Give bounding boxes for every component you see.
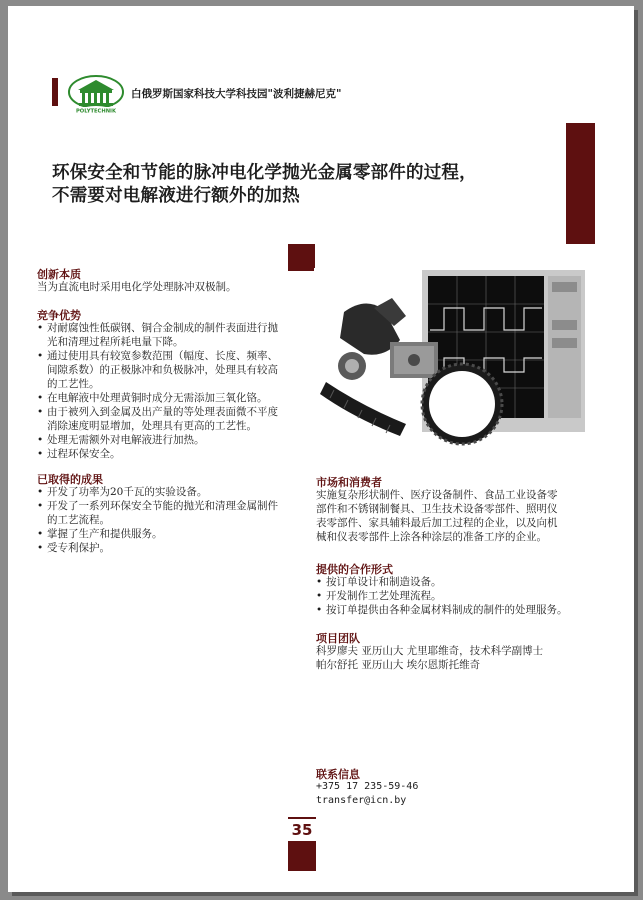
mid-accent-square: [288, 244, 315, 271]
contact-heading: 联系信息: [316, 768, 360, 781]
list-item: • 处理无需额外对电解液进行加热。: [37, 433, 285, 447]
cooperation-list: [316, 575, 586, 617]
title-line-2: 不需要对电解液进行额外的加热: [52, 186, 300, 206]
team-member: 帕尔舒托 亚历山大 埃尔恩斯托维奇: [316, 659, 481, 671]
list-item: • 在电解液中处理黄铜时成分无需添加三氧化铬。: [37, 391, 285, 405]
header-accent-bar: [52, 78, 58, 106]
right-accent-block: [566, 123, 595, 244]
list-item: • 过程环保安全。: [37, 447, 285, 461]
polytechnik-logo: [66, 74, 126, 114]
list-item: • 受专利保护。: [37, 541, 285, 555]
list-item: • 开发制作工艺处理流程。: [316, 589, 586, 603]
market-heading: 市场和消费者: [316, 476, 382, 489]
advantages-list: [37, 321, 285, 461]
advantages-heading: 竞争优势: [37, 309, 81, 322]
list-item: • 由于被列入到金属及出产量的等处理表面微不平度消除速度明显增加，处理具有更高的工艺性。: [37, 405, 285, 433]
innovation-heading: 创新本质: [37, 268, 81, 281]
team-member: 科罗廖夫 亚历山大 尤里耶维奇，技术科学副博士: [316, 645, 544, 657]
market-text: 实施复杂形状制件、医疗设备制件、食品工业设备零部件和不锈钢制餐具、卫生技术设备零部件、照明仪表零部件、家具辅料最后加工过程的企业，以及向机械和仪表零部件上涂各种涂层的准备工序的企业。: [316, 489, 558, 543]
list-item: • 对耐腐蚀性低碳钢、铜合金制成的制件表面进行抛光和清理过程所耗电量下降。: [37, 321, 285, 349]
team-members: [316, 644, 586, 672]
page-number: 35: [288, 819, 316, 841]
list-item: • 开发了一系列环保安全节能的抛光和清理金属制件的工艺流程。: [37, 499, 285, 527]
results-heading: 已取得的成果: [37, 473, 103, 486]
list-item: • 通过使用具有较宽参数范围（幅度、长度、频率、间隙系数）的正极脉冲和负极脉冲，处理具有较高的工艺性。: [37, 349, 285, 391]
page-title: [52, 162, 477, 208]
logo-text: POLYTECHNIK: [76, 108, 116, 114]
organization-name: 白俄罗斯国家科技大学科技园"波利捷赫尼克": [131, 88, 342, 100]
list-item: • 开发了功率为20千瓦的实验设备。: [37, 485, 285, 499]
results-list: [37, 485, 285, 555]
contact-block: [316, 780, 418, 808]
contact-email[interactable]: transfer@icn.by: [316, 795, 407, 806]
product-photo: [314, 268, 587, 453]
list-item: • 按订单提供由各种金属材料制成的制件的处理服务。: [316, 603, 586, 617]
page-number-tab: [288, 817, 316, 871]
list-item: • 掌握了生产和提供服务。: [37, 527, 285, 541]
title-line-1: 环保安全和节能的脉冲电化学抛光金属零部件的过程，: [52, 163, 477, 183]
contact-phone: +375 17 235-59-46: [316, 781, 419, 792]
cooperation-heading: 提供的合作形式: [316, 563, 393, 576]
innovation-text: 当为直流电时采用电化学处理脉冲双极制。: [37, 281, 237, 293]
team-heading: 项目团队: [316, 632, 360, 645]
list-item: • 按订单设计和制造设备。: [316, 575, 586, 589]
